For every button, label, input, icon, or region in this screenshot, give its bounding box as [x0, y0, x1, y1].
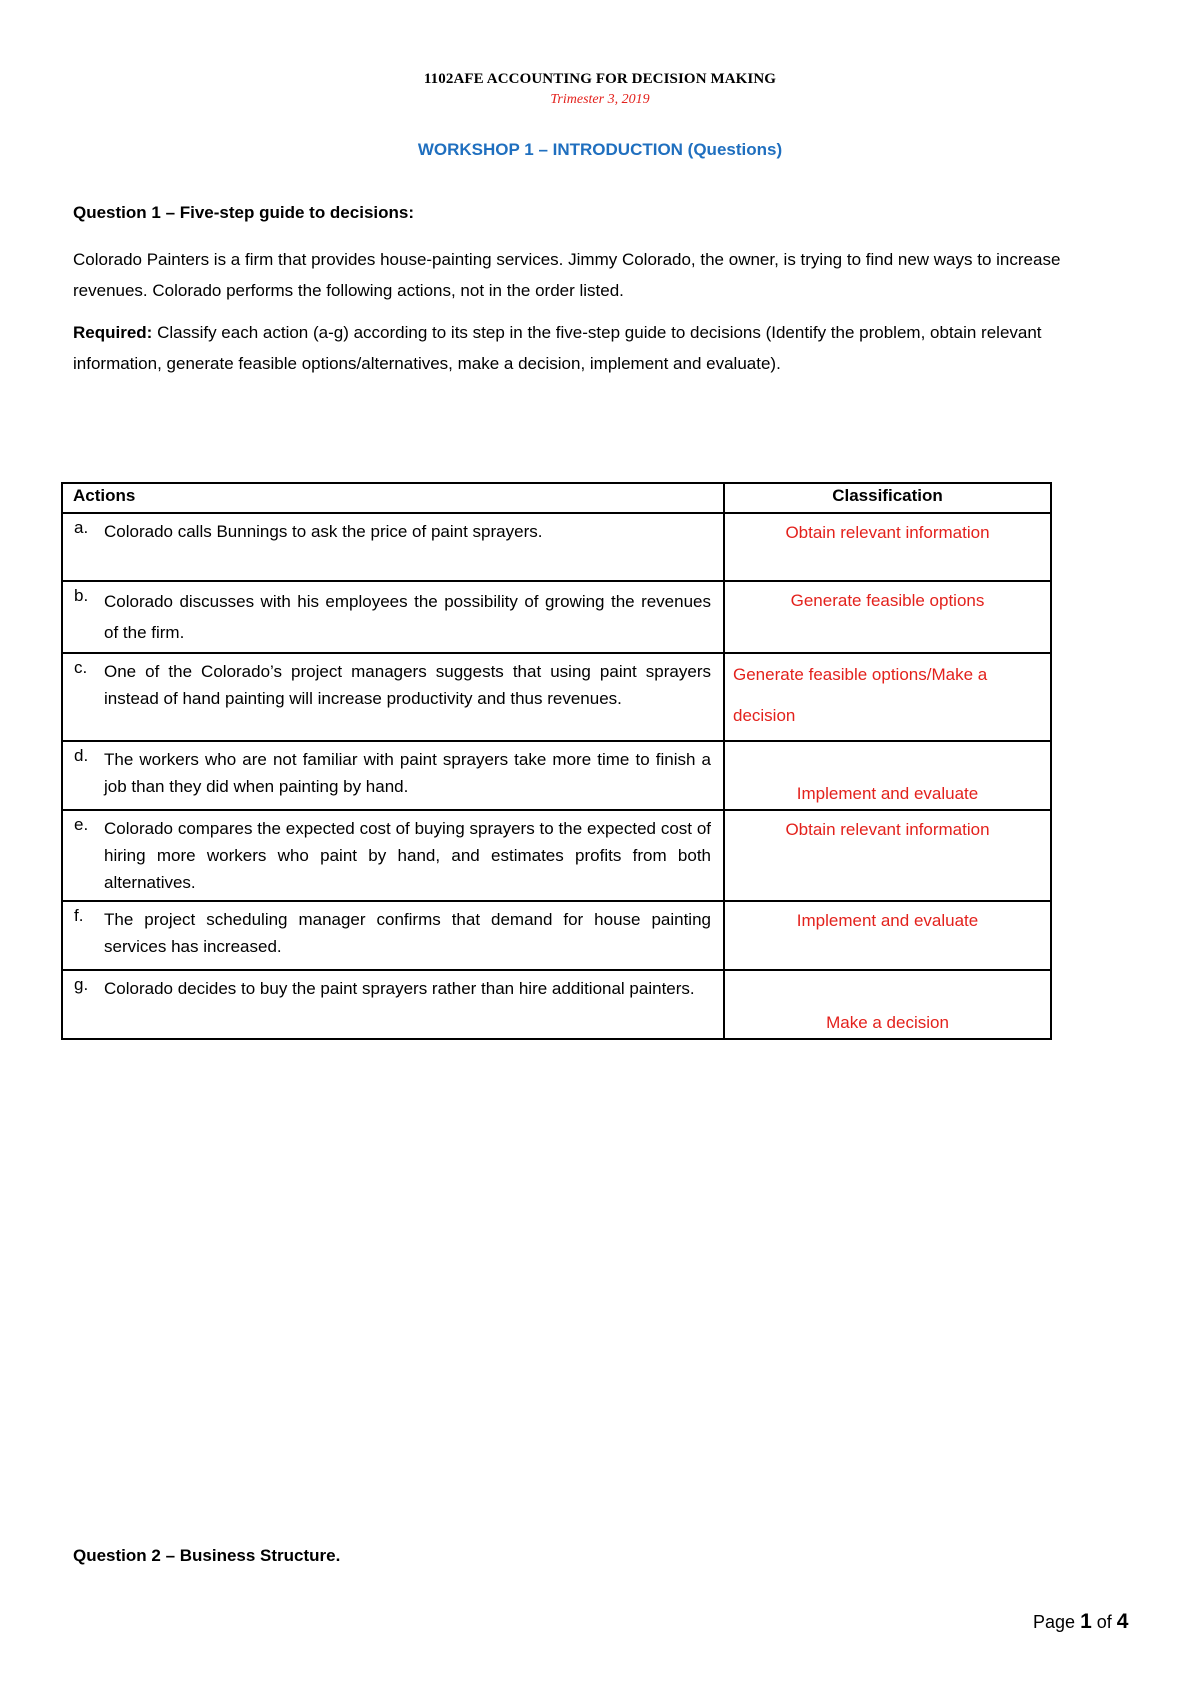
- classification-cell: Generate feasible options: [724, 581, 1051, 653]
- of-label: of: [1096, 1612, 1112, 1632]
- question-1-required: [73, 317, 1133, 379]
- action-text: Colorado decides to buy the paint sprayers rather than hire additional painters.: [104, 979, 695, 998]
- actions-header: Actions: [62, 483, 724, 513]
- action-cell: [62, 581, 724, 653]
- required-text: Classify each action (a-g) according to its step in the five-step guide to decisions (Identify the problem, obtain relevant information, generate feasible options/alternatives, make a decision, implement and evaluate).: [73, 323, 1042, 373]
- action-text: Colorado calls Bunnings to ask the price of paint sprayers.: [104, 522, 543, 541]
- action-cell: [62, 653, 724, 741]
- table-row: [62, 581, 1051, 653]
- table-row: [62, 513, 1051, 581]
- table-row: [62, 653, 1051, 741]
- page-label: Page: [1033, 1612, 1076, 1632]
- page-current: 1: [1080, 1610, 1092, 1633]
- classification-cell: Obtain relevant information: [724, 513, 1051, 581]
- table-row: [62, 970, 1051, 1039]
- classification-cell: [724, 741, 1051, 810]
- action-text: Colorado discusses with his employees the possibility of growing the revenues of the firm.: [104, 592, 711, 642]
- classification-cell: Implement and evaluate: [724, 901, 1051, 970]
- action-letter: g.: [74, 975, 89, 994]
- classification-text: Make a decision: [826, 1013, 949, 1032]
- table-header-row: [62, 483, 1051, 513]
- course-title: 1102AFE ACCOUNTING FOR DECISION MAKING: [423, 71, 777, 87]
- actions-table: [61, 482, 1052, 1040]
- workshop-title: WORKSHOP 1 – INTRODUCTION (Questions): [417, 140, 783, 159]
- action-letter: a.: [74, 518, 89, 537]
- table-row: [62, 741, 1051, 810]
- page-total: 4: [1116, 1610, 1129, 1633]
- action-text: The project scheduling manager confirms that demand for house painting services has increased.: [104, 910, 711, 956]
- classification-cell: Obtain relevant information: [724, 810, 1051, 901]
- action-letter: e.: [74, 815, 89, 834]
- classification-text: Implement and evaluate: [796, 784, 979, 803]
- classification-cell: [724, 970, 1051, 1039]
- required-label: Required:: [73, 323, 153, 342]
- action-letter: b.: [74, 586, 89, 605]
- page-number: [1033, 1610, 1128, 1634]
- classification-cell: Generate feasible options/Make a decision: [724, 653, 1051, 741]
- trimester-label: Trimester 3, 2019: [550, 92, 650, 107]
- action-cell: [62, 810, 724, 901]
- action-letter: f.: [74, 906, 84, 925]
- classification-header: Classification: [724, 483, 1051, 513]
- action-cell: [62, 741, 724, 810]
- action-text: The workers who are not familiar with paint sprayers take more time to finish a job than they did when painting by hand.: [104, 750, 711, 796]
- action-cell: [62, 970, 724, 1039]
- action-cell: [62, 513, 724, 581]
- action-text: Colorado compares the expected cost of buying sprayers to the expected cost of hiring more workers who paint by hand, and estimates profits from both alternatives.: [104, 819, 711, 892]
- action-text: One of the Colorado’s project managers suggests that using paint sprayers instead of hand painting will increase productivity and thus revenues.: [104, 662, 711, 708]
- question-1-title: Question 1 – Five-step guide to decisions:: [73, 203, 415, 222]
- table-row: [62, 901, 1051, 970]
- table-row: [62, 810, 1051, 901]
- question-2-title: Question 2 – Business Structure.: [73, 1546, 341, 1565]
- action-letter: d.: [74, 746, 89, 765]
- action-cell: [62, 901, 724, 970]
- action-letter: c.: [74, 658, 88, 677]
- question-1-paragraph: Colorado Painters is a firm that provides house-painting services. Jimmy Colorado, the owner, is trying to find new ways to increase revenues. Colorado performs the following actions, not in the order listed.: [73, 250, 1061, 300]
